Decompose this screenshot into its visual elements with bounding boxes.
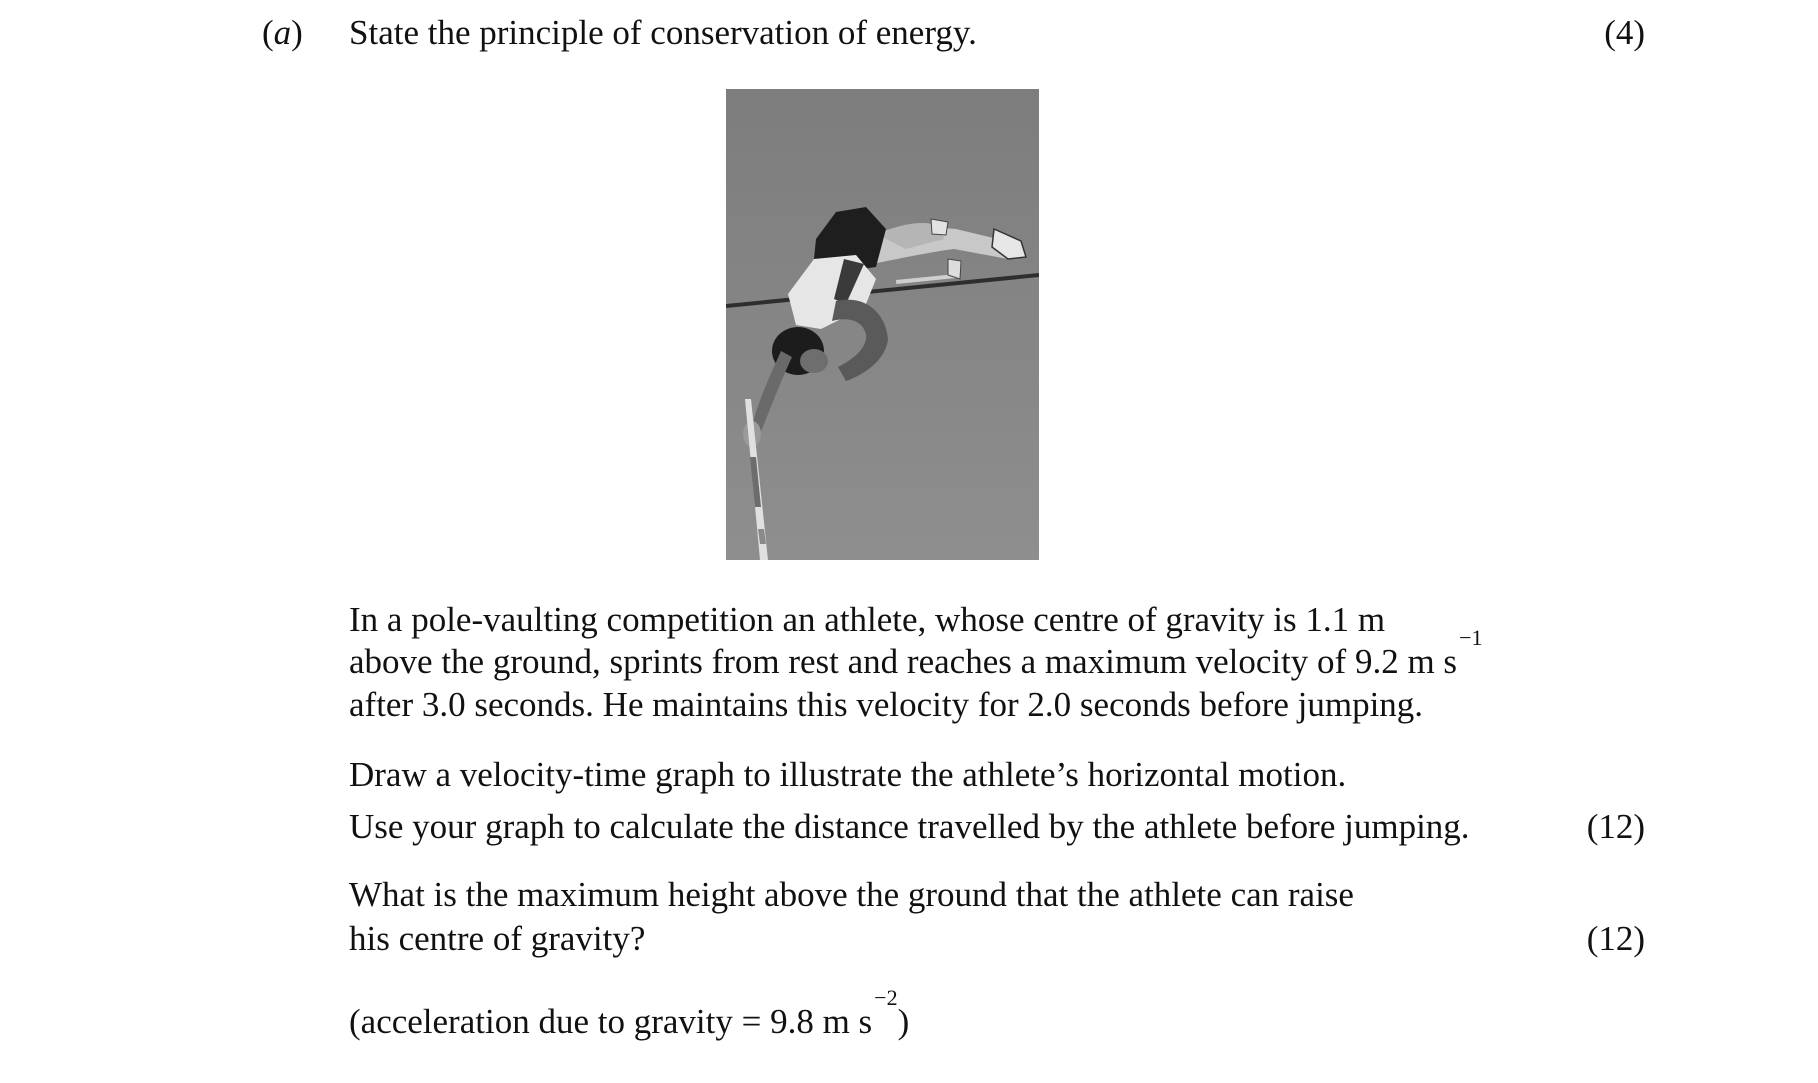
marks-height-task: (12) (1586, 919, 1645, 958)
marks-graph-task: (12) (1586, 807, 1645, 846)
scenario-line-2 (349, 625, 1483, 682)
height-task-line-2: his centre of gravity? (349, 919, 646, 958)
graph-task-line-1: Draw a velocity-time graph to illustrate the athlete’s horizontal motion. (349, 755, 1347, 794)
graph-task-line-2: Use your graph to calculate the distance travelled by the athlete before jumping. (349, 807, 1470, 846)
given-gravity (349, 985, 910, 1042)
height-task-line-1: What is the maximum height above the ground that the athlete can raise (349, 875, 1354, 914)
velocity-unit-exponent: −1 (1459, 625, 1483, 650)
scenario-line-1: In a pole-vaulting competition an athlete, whose centre of gravity is 1.1 m (349, 600, 1386, 639)
scenario-line-3: after 3.0 seconds. He maintains this velocity for 2.0 seconds before jumping. (349, 685, 1424, 724)
marks-part-a: (4) (1604, 13, 1645, 52)
given-close-paren: ) (897, 1002, 910, 1041)
part-letter: a (273, 13, 292, 52)
gravity-unit-exponent: −2 (874, 985, 898, 1010)
part-label: (a) (262, 13, 303, 52)
part-a-question: State the principle of conservation of energy. (349, 13, 977, 52)
given-gravity-text: (acceleration due to gravity = 9.8 m s (349, 1002, 873, 1041)
pole-vault-photo (726, 89, 1039, 560)
scenario-line-2-text: above the ground, sprints from rest and reaches a maximum velocity of 9.2 m s (349, 642, 1458, 681)
